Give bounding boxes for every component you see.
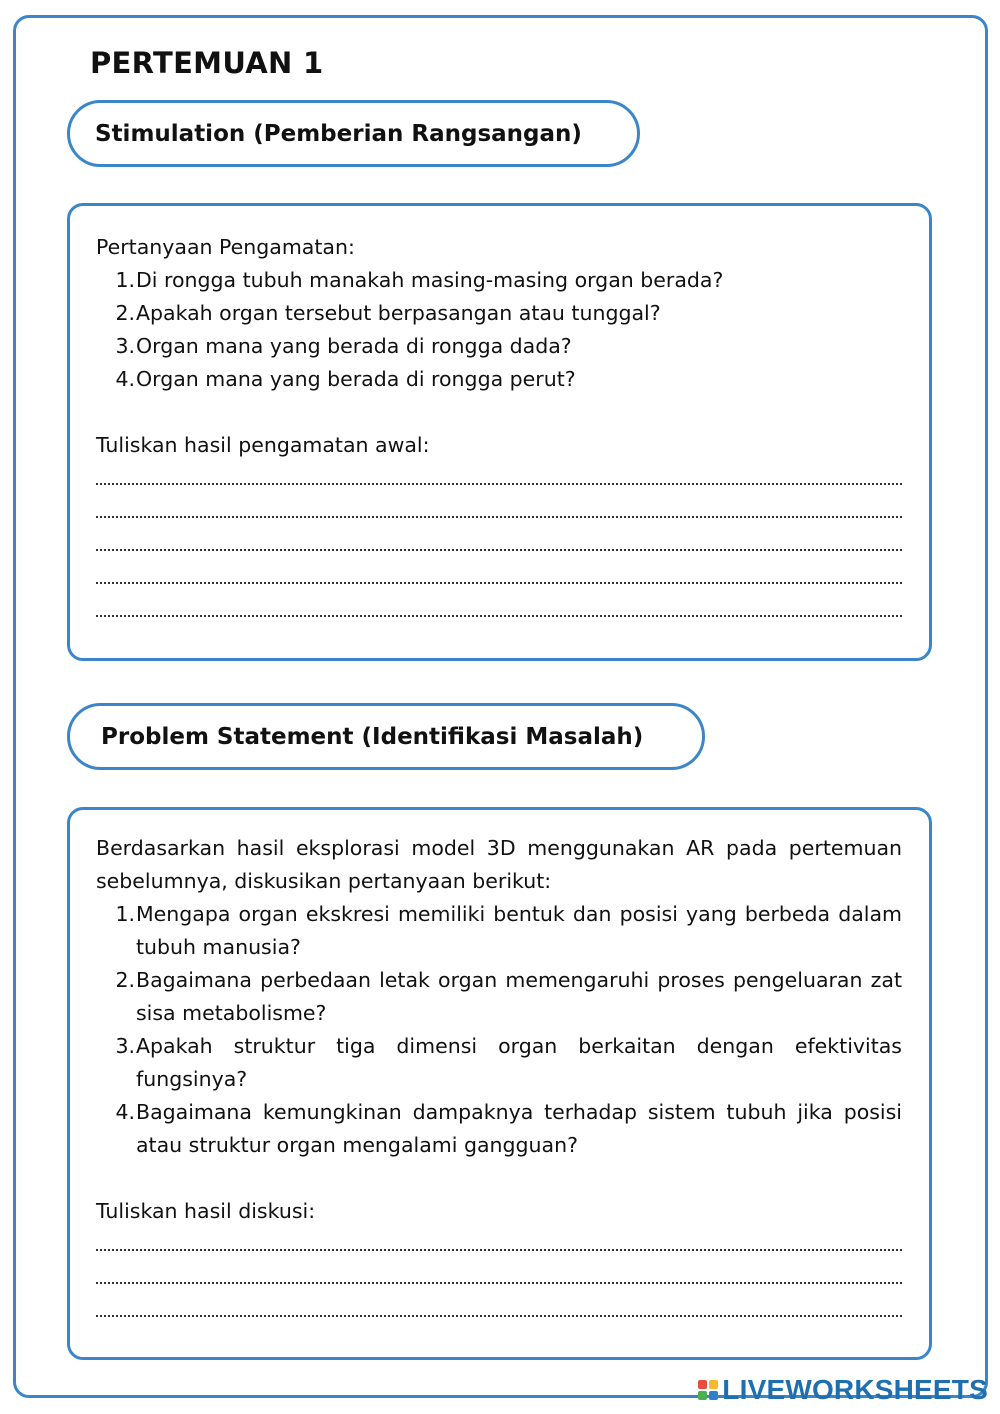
section-heading-stimulation: Stimulation (Pemberian Rangsangan) <box>67 100 640 167</box>
answer-line[interactable] <box>96 452 902 485</box>
problem-statement-box <box>67 807 932 1360</box>
liveworksheets-brand-text: LIVEWORKSHEETS <box>722 1374 988 1405</box>
list-item <box>96 264 902 297</box>
stimulation-intro: Pertanyaan Pengamatan: <box>96 235 355 259</box>
page-title: PERTEMUAN 1 <box>90 46 324 80</box>
question-text: Bagaimana kemungkinan dampaknya terhadap sistem tubuh jika posisi atau struktur organ mengalami gangguan? <box>136 1100 902 1157</box>
logo-square-green <box>698 1391 707 1400</box>
list-item <box>96 964 902 1030</box>
answer-line[interactable] <box>96 485 902 518</box>
answer-line[interactable] <box>96 1251 902 1284</box>
question-text: Apakah organ tersebut berpasangan atau tunggal? <box>136 301 661 325</box>
section-heading-problem-statement: Problem Statement (Identifikasi Masalah) <box>67 703 705 770</box>
answer-line[interactable] <box>96 518 902 551</box>
stimulation-question-list <box>96 264 902 396</box>
stimulation-answer-area[interactable] <box>96 462 902 627</box>
list-item <box>96 1096 902 1162</box>
question-text: Mengapa organ ekskresi memiliki bentuk dan posisi yang berbeda dalam tubuh manusia? <box>136 902 902 959</box>
problem-statement-answer-area[interactable] <box>96 1228 902 1327</box>
question-number: 4. <box>115 1100 135 1124</box>
question-number: 3. <box>115 334 135 358</box>
list-item <box>96 1030 902 1096</box>
logo-square-yellow <box>709 1380 718 1389</box>
list-item <box>96 330 902 363</box>
question-text: Organ mana yang berada di rongga dada? <box>136 334 572 358</box>
stimulation-box <box>67 203 932 661</box>
list-item <box>96 898 902 964</box>
question-number: 4. <box>115 367 135 391</box>
question-number: 1. <box>115 268 135 292</box>
question-number: 1. <box>115 902 135 926</box>
answer-line[interactable] <box>96 584 902 617</box>
question-text: Di rongga tubuh manakah masing-masing organ berada? <box>136 268 724 292</box>
question-text: Bagaimana perbedaan letak organ memengaruhi proses pengeluaran zat sisa metabolisme? <box>136 968 902 1025</box>
question-text: Organ mana yang berada di rongga perut? <box>136 367 576 391</box>
answer-line[interactable] <box>96 1218 902 1251</box>
liveworksheets-logo[interactable] <box>698 1374 988 1406</box>
logo-square-red <box>698 1380 707 1389</box>
answer-line[interactable] <box>96 1284 902 1317</box>
stimulation-answer-label: Tuliskan hasil pengamatan awal: <box>96 433 430 457</box>
question-number: 3. <box>115 1034 135 1058</box>
list-item <box>96 363 902 396</box>
problem-statement-intro: Berdasarkan hasil eksplorasi model 3D menggunakan AR pada pertemuan sebelumnya, diskusikan pertanyaan berikut: <box>96 836 902 893</box>
problem-statement-answer-label: Tuliskan hasil diskusi: <box>96 1199 316 1223</box>
liveworksheets-logo-icon <box>698 1380 718 1400</box>
question-text: Apakah struktur tiga dimensi organ berkaitan dengan efektivitas fungsinya? <box>136 1034 902 1091</box>
problem-statement-question-list <box>96 898 902 1162</box>
question-number: 2. <box>115 301 135 325</box>
logo-square-blue <box>709 1391 718 1400</box>
list-item <box>96 297 902 330</box>
question-number: 2. <box>115 968 135 992</box>
answer-line[interactable] <box>96 551 902 584</box>
